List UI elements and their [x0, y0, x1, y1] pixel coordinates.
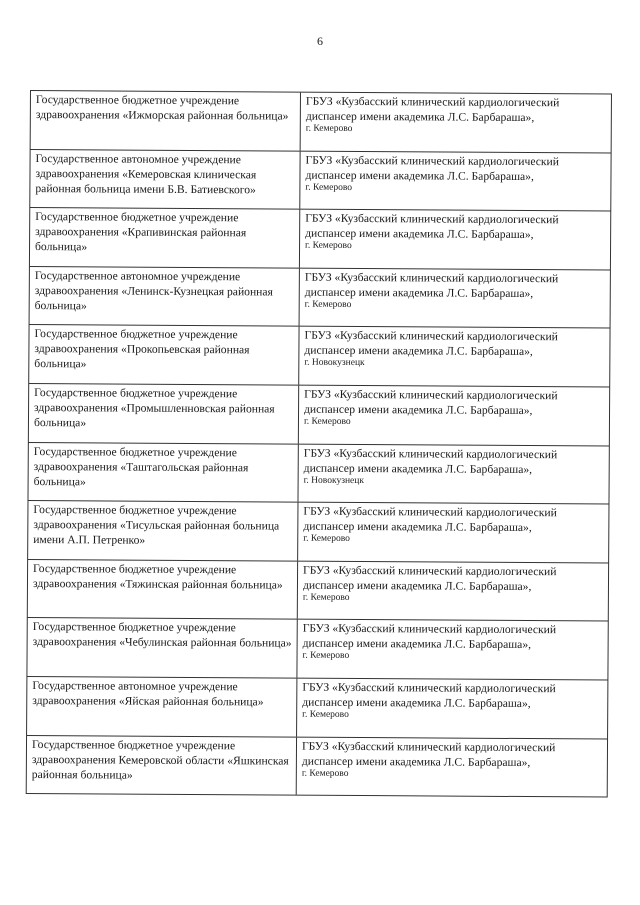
center-city: г. Кемерово: [302, 592, 350, 603]
center-cell: [297, 737, 608, 796]
organization-cell: Государственное бюджетное учреждение здравоохранения Кемеровской области «Яшкинская районная больница»: [26, 736, 297, 795]
center-cell: [297, 679, 608, 738]
organization-cell: Государственное автономное учреждение здравоохранения «Ленинск-Кузнецкая районная больница»: [29, 267, 300, 326]
center-name: ГБУЗ «Кузбасский клинический кардиологический диспансер имени академика Л.С. Барбараша»,: [303, 446, 558, 476]
center-city: г. Кемерово: [305, 182, 353, 193]
table-row: [27, 443, 609, 505]
center-cell: [298, 444, 609, 503]
center-name: ГБУЗ «Кузбасский клинический кардиологический диспансер имени академика Л.С. Барбараша»,: [305, 153, 560, 183]
center-name: ГБУЗ «Кузбасский клинический кардиологический диспансер имени академика Л.С. Барбараша»,: [304, 270, 559, 300]
table-row: [29, 150, 611, 212]
center-cell: [300, 151, 611, 210]
center-city: г. Новокузнецк: [304, 358, 365, 369]
center-name: ГБУЗ «Кузбасский клинический кардиологический диспансер имени академика Л.С. Барбараша»,: [302, 680, 556, 711]
organization-cell: Государственное бюджетное учреждение здравоохранения «Крапивинская районная больница»: [29, 208, 300, 267]
center-cell: [298, 503, 609, 562]
organization-cell: Государственное бюджетное учреждение здравоохранения «Прокопьевская районная больница»: [28, 325, 299, 384]
center-name: ГБУЗ «Кузбасский клинический кардиологический диспансер имени академика Л.С. Барбараша»,: [304, 387, 558, 418]
center-cell: [299, 386, 610, 445]
center-cell: [300, 268, 611, 327]
routing-table: [26, 90, 612, 798]
center-cell: [301, 93, 612, 152]
center-cell: [300, 210, 611, 269]
center-city: г. Кемерово: [305, 123, 353, 134]
organization-cell: Государственное бюджетное учреждение здравоохранения «Ижморская районная больница»: [30, 91, 301, 150]
organization-cell: Государственное автономное учреждение здравоохранения «Яйская районная больница»: [26, 677, 297, 736]
center-city: г. Кемерово: [304, 299, 352, 310]
center-city: г. Кемерово: [302, 709, 349, 720]
page-number: 6: [317, 34, 323, 48]
center-name: ГБУЗ «Кузбасский клинический кардиологический диспансер имени академика Л.С. Барбараша»,: [301, 739, 556, 769]
table-row: [26, 677, 608, 739]
table-row: [28, 325, 610, 387]
table-row: [29, 208, 611, 270]
table-row: [29, 267, 611, 329]
center-cell: [297, 620, 608, 679]
center-cell: [298, 561, 609, 620]
center-city: г. Кемерово: [303, 416, 351, 427]
center-name: ГБУЗ «Кузбасский клинический кардиологический диспансер имени академика Л.С. Барбараша»,: [304, 329, 558, 359]
table-row: [27, 501, 609, 563]
table-row: [27, 560, 609, 622]
center-city: г. Кемерово: [305, 240, 352, 252]
table-row: [30, 91, 612, 153]
organization-cell: Государственное бюджетное учреждение здравоохранения «Таштагольская районная больница»: [27, 443, 298, 502]
center-name: ГБУЗ «Кузбасский клинический кардиологический диспансер имени академика Л.С. Барбараша»,: [305, 94, 560, 125]
organization-cell: Государственное автономное учреждение здравоохранения «Кемеровская клиническая районная больница имени Б.В. Батиевского»: [29, 150, 300, 209]
organization-cell: Государственное бюджетное учреждение здравоохранения «Тяжинская районная больница»: [27, 560, 298, 619]
center-name: ГБУЗ «Кузбасский клинический кардиологический диспансер имени академика Л.С. Барбараша»,: [303, 504, 557, 535]
table-row: [26, 618, 608, 680]
center-city: г. Новокузнецк: [303, 475, 364, 486]
organization-cell: Государственное бюджетное учреждение здравоохранения «Тисульская районная больница имени А.П. Петренко»: [27, 501, 298, 560]
organization-cell: Государственное бюджетное учреждение здравоохранения «Чебулинская районная больница»: [26, 618, 297, 677]
center-name: ГБУЗ «Кузбасский клинический кардиологический диспансер имени академика Л.С. Барбараша»,: [302, 563, 557, 593]
center-city: г. Кемерово: [303, 533, 350, 545]
center-name: ГБУЗ «Кузбасский клинический кардиологический диспансер имени академика Л.С. Барбараша»,: [305, 211, 559, 242]
organization-cell: Государственное бюджетное учреждение здравоохранения «Промышленновская районная больница»: [28, 384, 299, 443]
center-cell: [299, 327, 610, 386]
table-row: [26, 736, 608, 798]
table-row: [28, 384, 610, 446]
center-city: г. Кемерово: [302, 651, 350, 662]
center-name: ГБУЗ «Кузбасский клинический кардиологический диспансер имени академика Л.С. Барбараша»,: [302, 622, 557, 652]
center-city: г. Кемерово: [301, 768, 349, 779]
